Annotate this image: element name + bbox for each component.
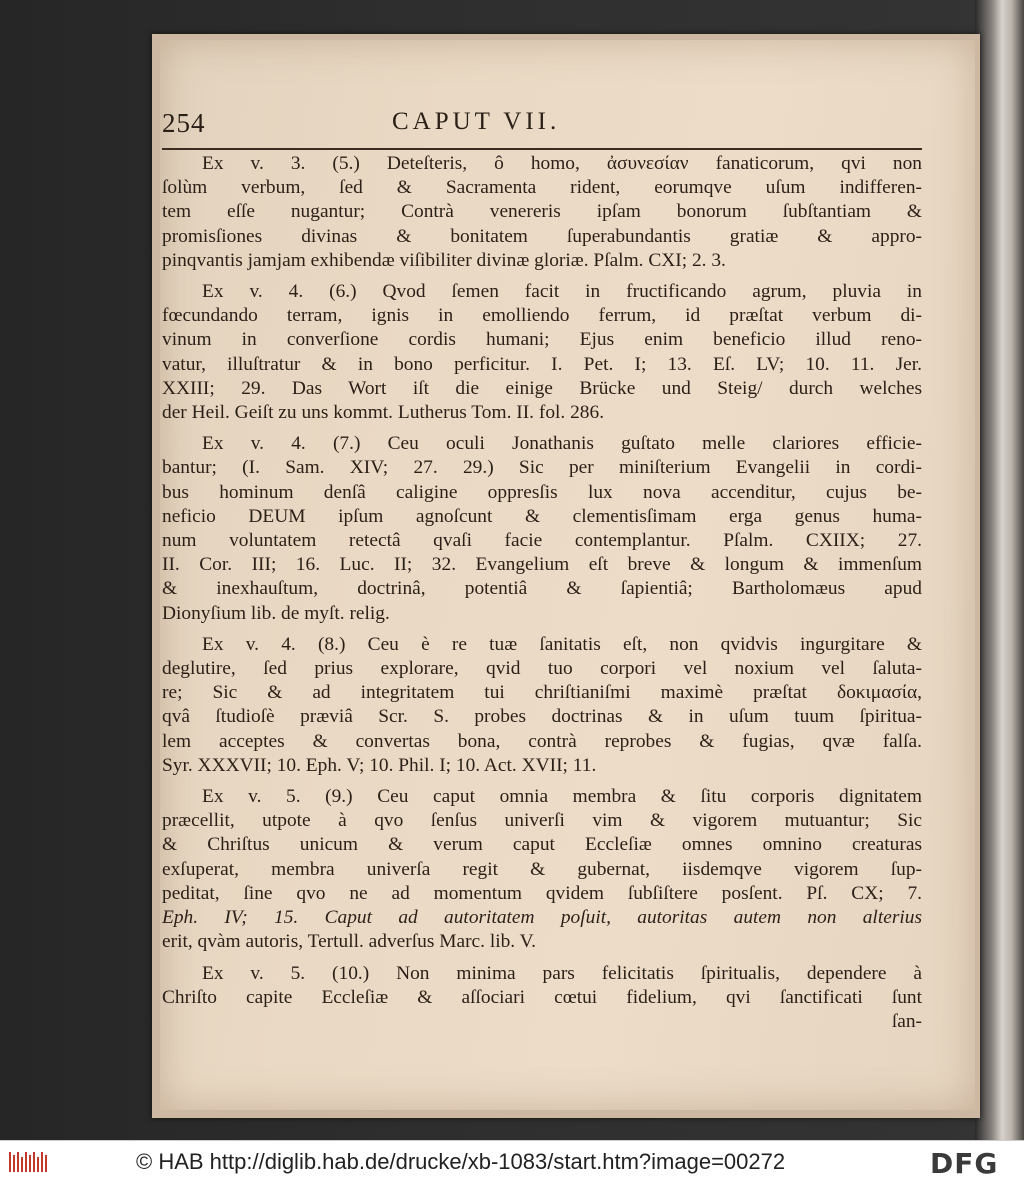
text-line: & Chriſtus unicum & verum caput Eccleſiæ omnes omnino creaturas	[162, 834, 922, 856]
running-head	[162, 100, 930, 142]
page-number: 254	[162, 108, 206, 138]
text-line: erit, qvàm autoris, Tertull. adverſus Marc. lib. V.	[162, 931, 536, 953]
text-line: deglutire, ſed prius explorare, qvid tuo corpori vel noxium vel ſaluta-	[162, 658, 922, 680]
paragraph-1	[162, 152, 922, 273]
text-line: lem acceptes & convertas bona, contrà reprobes & fugias, qvæ falſa.	[162, 730, 922, 752]
dfg-logo: DFG	[930, 1147, 999, 1180]
text-line: Eph. IV; 15. Caput ad autoritatem poſuit, autoritas autem non alterius	[162, 907, 922, 929]
text-line: ſolùm verbum, ſed & Sacramenta rident, eorumqve uſum indifferen-	[162, 177, 922, 199]
text-line: promisſiones divinas & bonitatem ſuperabundantis gratiæ & appro-	[162, 225, 922, 247]
paragraph-3	[162, 432, 922, 626]
barcode-logo-icon	[8, 1149, 48, 1175]
text-line: Ex v. 4. (8.) Ceu è re tuæ ſanitatis eſt, non qvidvis ingurgitare &	[202, 633, 922, 655]
text-line: bus hominum denſâ caligine oppresſis lux nova accenditur, cujus be-	[162, 481, 922, 503]
text-line: Ex v. 3. (5.) Deteſteris, ô homo, ἀσυνεσίαν fanaticorum, qvi non	[202, 153, 922, 174]
catchword: ſan-	[891, 1010, 922, 1032]
text-line: fœcundando terram, ignis in emolliendo ferrum, id præſtat verbum di-	[162, 305, 922, 327]
text-line: vatur, illuſtratur & in bono perficitur. I. Pet. I; 13. Eſ. LV; 10. 11. Jer.	[162, 353, 922, 375]
text-line: & inexhauſtum, doctrinâ, potentiâ & ſapientiâ; Bartholomæus apud	[162, 578, 922, 600]
text-line: re; Sic & ad integritatem tui chriſtianiſmi maximè præſtat δοκιμασία,	[162, 682, 922, 704]
page-content	[162, 100, 930, 1032]
body-text	[162, 152, 922, 1041]
paragraph-5	[162, 785, 922, 954]
text-line: Ex v. 5. (10.) Non minima pars felicitatis ſpiritualis, dependere à	[202, 962, 922, 984]
footer-bar	[0, 1140, 1024, 1183]
text-line: exſuperat, membra univerſa regit & gubernat, iisdemqve vigorem ſup-	[162, 858, 922, 880]
text-line: peditat, ſine qvo ne ad momentum qvidem ſubſiſtere posſent. Pſ. CX; 7.	[162, 882, 922, 904]
paragraph-4	[162, 633, 922, 778]
paragraph-6	[162, 962, 922, 1035]
text-line: præcellit, utpote à qvo ſenſus univerſi vim & vigorem mutuantur; Sic	[162, 810, 922, 832]
text-line: pinqvantis jamjam exhibendæ viſibiliter divinæ gloriæ. Pſalm. CXI; 2. 3.	[162, 249, 726, 271]
text-line: II. Cor. III; 16. Luc. II; 32. Evangelium eſt breve & longum & immenſum	[162, 554, 922, 576]
text-line: qvâ ſtudioſè præviâ Scr. S. probes doctrinas & in uſum tuum ſpiritua-	[162, 706, 922, 728]
text-line: num voluntatem retectâ qvaſi facie contemplantur. Pſalm. CXIIX; 27.	[162, 530, 922, 552]
chapter-title: CAPUT VII.	[392, 108, 561, 135]
text-line: tem eſſe nugantur; Contrà venereris ipſam bonorum ſubſtantiam &	[162, 201, 922, 223]
text-line: der Heil. Geiſt zu uns kommt. Lutherus Tom. II. fol. 286.	[162, 402, 605, 424]
text-line: vinum in converſione cordis humani; Ejus enim beneficio illud reno-	[162, 329, 922, 351]
text-line: Ex v. 4. (6.) Qvod ſemen facit in fructificando agrum, pluvia in	[202, 281, 922, 303]
next-page-edge	[975, 0, 1024, 1140]
text-line: neficio DEUM ipſum agnoſcunt & clementisſimam erga genus huma-	[162, 505, 922, 527]
footer-copyright-link[interactable]: © HAB http://diglib.hab.de/drucke/xb-1083/start.htm?image=00272	[136, 1149, 786, 1174]
paragraph-2	[162, 280, 922, 425]
text-line: XXIII; 29. Das Wort iſt die einige Brücke und Steig/ durch welches	[162, 377, 922, 399]
text-line: Dionyſium lib. de myſt. relig.	[162, 602, 390, 624]
text-line: Ex v. 5. (9.) Ceu caput omnia membra & ſitu corporis dignitatem	[202, 786, 922, 808]
text-line: Syr. XXXVII; 10. Eph. V; 10. Phil. I; 10. Act. XVII; 11.	[162, 754, 597, 776]
text-line: Chriſto capite Eccleſiæ & aſſociari cœtui fidelium, qvi ſanctificati ſunt	[162, 986, 922, 1008]
text-line: Ex v. 4. (7.) Ceu oculi Jonathanis guſtato melle clariores efficie-	[202, 433, 922, 455]
header-rule	[162, 148, 922, 150]
text-line: bantur; (I. Sam. XIV; 27. 29.) Sic per miniſterium Evangelii in cordi-	[162, 457, 922, 479]
